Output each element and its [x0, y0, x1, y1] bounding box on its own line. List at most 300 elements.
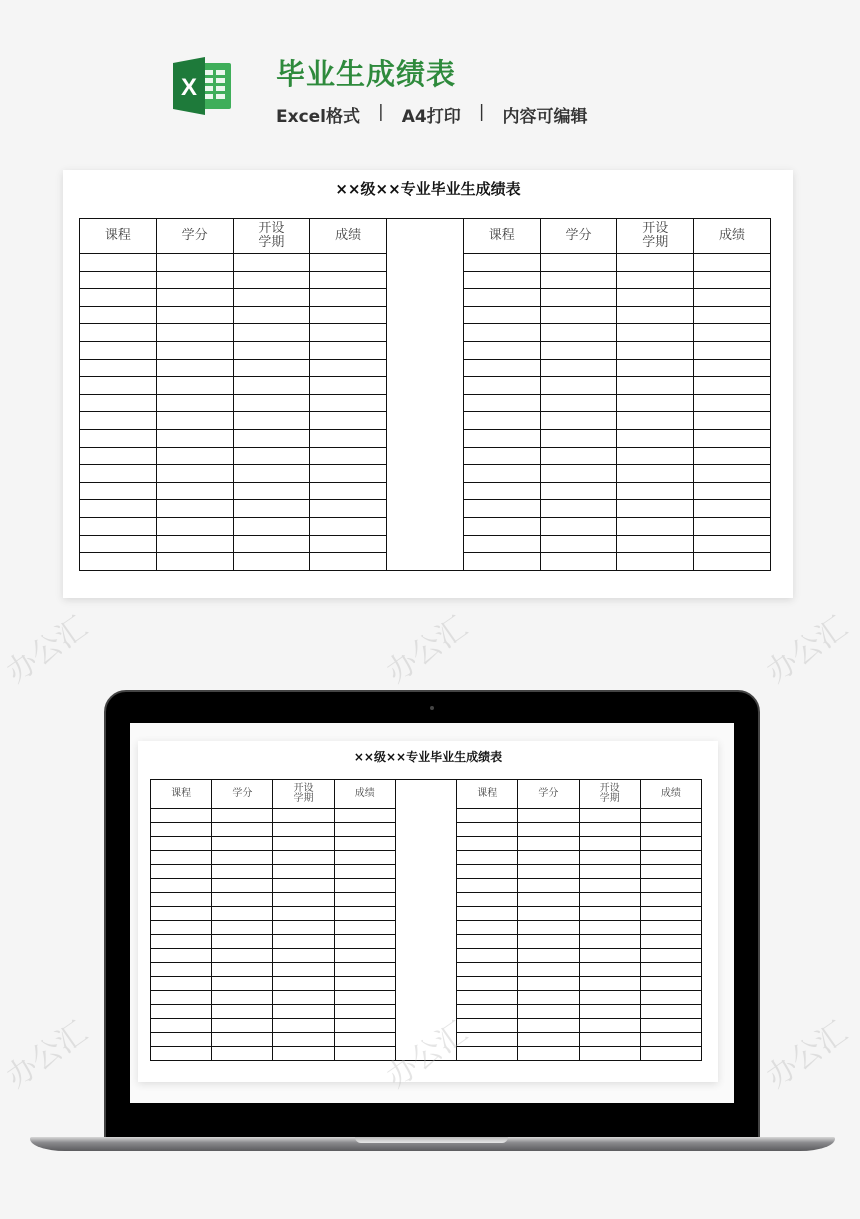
- table-cell[interactable]: [540, 500, 617, 518]
- table-cell[interactable]: [233, 500, 310, 518]
- table-cell[interactable]: [80, 482, 157, 500]
- table-cell[interactable]: [273, 1005, 334, 1019]
- table-cell[interactable]: [579, 879, 640, 893]
- table-cell[interactable]: [640, 1005, 701, 1019]
- table-cell[interactable]: [463, 324, 540, 342]
- table-cell[interactable]: [457, 991, 518, 1005]
- column-header: 学分: [156, 219, 233, 254]
- table-cell[interactable]: [617, 412, 694, 430]
- table-cell[interactable]: [579, 1033, 640, 1047]
- excel-logo-icon: [171, 55, 233, 117]
- table-cell[interactable]: [694, 535, 771, 553]
- table-cell[interactable]: [80, 289, 157, 307]
- table-cell[interactable]: [518, 949, 579, 963]
- table-cell[interactable]: [80, 324, 157, 342]
- table-cell[interactable]: [640, 893, 701, 907]
- column-header: 成绩: [310, 219, 387, 254]
- table-cell[interactable]: [212, 977, 273, 991]
- table-cell[interactable]: [579, 921, 640, 935]
- table-cell[interactable]: [233, 429, 310, 447]
- table-cell[interactable]: [310, 394, 387, 412]
- table-cell[interactable]: [617, 482, 694, 500]
- table-cell[interactable]: [151, 1033, 212, 1047]
- table-cell[interactable]: [457, 809, 518, 823]
- table-cell[interactable]: [273, 921, 334, 935]
- table-cell[interactable]: [579, 1047, 640, 1061]
- table-cell[interactable]: [694, 289, 771, 307]
- table-cell[interactable]: [334, 935, 395, 949]
- table-cell[interactable]: [273, 1033, 334, 1047]
- table-cell[interactable]: [694, 412, 771, 430]
- table-cell[interactable]: [310, 412, 387, 430]
- table-cell[interactable]: [310, 429, 387, 447]
- table-cell[interactable]: [457, 865, 518, 879]
- table-cell[interactable]: [579, 935, 640, 949]
- table-cell[interactable]: [233, 535, 310, 553]
- table-cell[interactable]: [457, 949, 518, 963]
- table-cell[interactable]: [640, 1047, 701, 1061]
- table-cell[interactable]: [233, 271, 310, 289]
- table-cell[interactable]: [212, 823, 273, 837]
- table-cell[interactable]: [457, 907, 518, 921]
- column-header: 开设 学期: [233, 219, 310, 254]
- table-cell[interactable]: [540, 412, 617, 430]
- table-cell[interactable]: [151, 879, 212, 893]
- table-cell[interactable]: [540, 465, 617, 483]
- table-cell[interactable]: [310, 359, 387, 377]
- table-cell[interactable]: [273, 893, 334, 907]
- table-cell[interactable]: [310, 271, 387, 289]
- table-cell[interactable]: [156, 553, 233, 571]
- table-cell[interactable]: [310, 324, 387, 342]
- separator: |: [478, 102, 485, 122]
- table-cell[interactable]: [233, 517, 310, 535]
- table-cell[interactable]: [212, 935, 273, 949]
- table-cell[interactable]: [640, 1019, 701, 1033]
- table-cell[interactable]: [334, 963, 395, 977]
- table-cell[interactable]: [463, 271, 540, 289]
- table-cell[interactable]: [518, 851, 579, 865]
- table-cell[interactable]: [640, 949, 701, 963]
- table-cell[interactable]: [518, 1047, 579, 1061]
- table-cell[interactable]: [540, 517, 617, 535]
- table-cell[interactable]: [694, 482, 771, 500]
- table-cell[interactable]: [540, 447, 617, 465]
- table-cell[interactable]: [80, 341, 157, 359]
- table-cell[interactable]: [156, 289, 233, 307]
- table-cell[interactable]: [212, 963, 273, 977]
- table-cell[interactable]: [156, 412, 233, 430]
- table-cell[interactable]: [233, 324, 310, 342]
- table-cell[interactable]: [640, 977, 701, 991]
- table-cell[interactable]: [457, 823, 518, 837]
- table-cell[interactable]: [694, 394, 771, 412]
- table-cell[interactable]: [151, 823, 212, 837]
- table-cell[interactable]: [640, 879, 701, 893]
- table-cell[interactable]: [518, 921, 579, 935]
- table-cell[interactable]: [233, 289, 310, 307]
- table-cell[interactable]: [310, 447, 387, 465]
- table-cell[interactable]: [518, 893, 579, 907]
- table-cell[interactable]: [334, 991, 395, 1005]
- table-cell[interactable]: [151, 977, 212, 991]
- table-cell[interactable]: [156, 465, 233, 483]
- table-cell[interactable]: [579, 837, 640, 851]
- table-cell[interactable]: [579, 949, 640, 963]
- table-cell[interactable]: [463, 500, 540, 518]
- table-cell[interactable]: [518, 837, 579, 851]
- table-cell[interactable]: [156, 271, 233, 289]
- table-cell[interactable]: [310, 553, 387, 571]
- table-cell[interactable]: [579, 1005, 640, 1019]
- table-cell[interactable]: [334, 1005, 395, 1019]
- table-cell[interactable]: [334, 879, 395, 893]
- table-cell[interactable]: [273, 851, 334, 865]
- table-cell[interactable]: [156, 324, 233, 342]
- table-cell[interactable]: [273, 935, 334, 949]
- table-cell[interactable]: [80, 359, 157, 377]
- table-cell[interactable]: [579, 865, 640, 879]
- table-cell[interactable]: [463, 429, 540, 447]
- table-cell[interactable]: [540, 254, 617, 272]
- table-cell[interactable]: [694, 359, 771, 377]
- table-cell[interactable]: [518, 907, 579, 921]
- table-cell[interactable]: [518, 879, 579, 893]
- table-cell[interactable]: [151, 921, 212, 935]
- table-cell[interactable]: [579, 991, 640, 1005]
- table-cell[interactable]: [640, 1033, 701, 1047]
- sheet-title: ××级××专业毕业生成绩表: [353, 750, 503, 764]
- table-cell[interactable]: [80, 306, 157, 324]
- table-cell[interactable]: [310, 254, 387, 272]
- table-cell[interactable]: [334, 837, 395, 851]
- table-cell[interactable]: [233, 412, 310, 430]
- table-cell[interactable]: [273, 949, 334, 963]
- table-cell[interactable]: [212, 1033, 273, 1047]
- table-cell[interactable]: [463, 254, 540, 272]
- table-cell[interactable]: [156, 306, 233, 324]
- table-cell[interactable]: [151, 865, 212, 879]
- table-cell[interactable]: [156, 394, 233, 412]
- table-cell[interactable]: [518, 935, 579, 949]
- table-cell[interactable]: [463, 465, 540, 483]
- table-cell[interactable]: [212, 991, 273, 1005]
- table-cell[interactable]: [273, 809, 334, 823]
- table-cell[interactable]: [151, 935, 212, 949]
- table-cell[interactable]: [233, 553, 310, 571]
- table-cell[interactable]: [540, 271, 617, 289]
- table-cell[interactable]: [694, 429, 771, 447]
- table-cell[interactable]: [233, 254, 310, 272]
- table-cell[interactable]: [80, 429, 157, 447]
- table-cell[interactable]: [273, 1047, 334, 1061]
- table-cell[interactable]: [457, 893, 518, 907]
- table-cell[interactable]: [80, 535, 157, 553]
- table-cell[interactable]: [540, 535, 617, 553]
- table-cell[interactable]: [273, 837, 334, 851]
- table-cell[interactable]: [80, 517, 157, 535]
- svg-text:X: X: [180, 74, 198, 101]
- table-cell[interactable]: [156, 359, 233, 377]
- table-cell[interactable]: [617, 500, 694, 518]
- table-cell[interactable]: [694, 447, 771, 465]
- table-cell[interactable]: [518, 865, 579, 879]
- table-cell[interactable]: [579, 851, 640, 865]
- table-cell[interactable]: [156, 377, 233, 395]
- table-cell[interactable]: [579, 977, 640, 991]
- table-cell[interactable]: [579, 809, 640, 823]
- table-cell[interactable]: [617, 517, 694, 535]
- table-cell[interactable]: [151, 949, 212, 963]
- table-cell[interactable]: [463, 447, 540, 465]
- table-cell[interactable]: [540, 394, 617, 412]
- table-cell[interactable]: [334, 893, 395, 907]
- table-cell[interactable]: [457, 921, 518, 935]
- table-cell[interactable]: [212, 865, 273, 879]
- table-cell[interactable]: [617, 341, 694, 359]
- table-cell[interactable]: [80, 254, 157, 272]
- table-cell[interactable]: [151, 837, 212, 851]
- table-cell[interactable]: [540, 306, 617, 324]
- table-cell[interactable]: [212, 907, 273, 921]
- table-cell[interactable]: [273, 977, 334, 991]
- table-cell[interactable]: [156, 482, 233, 500]
- table-cell[interactable]: [463, 377, 540, 395]
- table-cell[interactable]: [694, 377, 771, 395]
- table-cell[interactable]: [156, 341, 233, 359]
- grades-table: [79, 218, 771, 571]
- table-cell[interactable]: [540, 377, 617, 395]
- table-cell[interactable]: [617, 324, 694, 342]
- table-cell[interactable]: [156, 500, 233, 518]
- table-cell[interactable]: [80, 500, 157, 518]
- table-cell[interactable]: [273, 963, 334, 977]
- table-cell[interactable]: [310, 500, 387, 518]
- table-cell[interactable]: [518, 1033, 579, 1047]
- table-cell[interactable]: [212, 879, 273, 893]
- table-cell[interactable]: [463, 517, 540, 535]
- table-cell[interactable]: [80, 412, 157, 430]
- table-cell[interactable]: [540, 324, 617, 342]
- table-cell[interactable]: [273, 823, 334, 837]
- table-cell[interactable]: [463, 412, 540, 430]
- table-cell[interactable]: [518, 977, 579, 991]
- table-cell[interactable]: [463, 289, 540, 307]
- table-cell[interactable]: [579, 893, 640, 907]
- table-cell[interactable]: [540, 359, 617, 377]
- watermark: 办公汇: [380, 1014, 474, 1096]
- table-cell[interactable]: [617, 535, 694, 553]
- table-cell[interactable]: [334, 921, 395, 935]
- table-cell[interactable]: [518, 963, 579, 977]
- table-cell[interactable]: [334, 809, 395, 823]
- table-cell[interactable]: [151, 1005, 212, 1019]
- table-cell[interactable]: [463, 553, 540, 571]
- table-cell[interactable]: [457, 1019, 518, 1033]
- table-cell[interactable]: [463, 482, 540, 500]
- table-cell[interactable]: [334, 1033, 395, 1047]
- table-cell[interactable]: [273, 991, 334, 1005]
- table-cell[interactable]: [273, 1019, 334, 1033]
- watermark: 办公汇: [760, 609, 854, 691]
- table-cell[interactable]: [273, 865, 334, 879]
- table-cell[interactable]: [334, 851, 395, 865]
- table-cell[interactable]: [151, 893, 212, 907]
- table-cell[interactable]: [518, 1019, 579, 1033]
- table-cell[interactable]: [457, 935, 518, 949]
- table-cell[interactable]: [617, 271, 694, 289]
- table-cell[interactable]: [80, 377, 157, 395]
- table-cell[interactable]: [273, 879, 334, 893]
- table-cell[interactable]: [156, 517, 233, 535]
- table-cell[interactable]: [579, 823, 640, 837]
- tag-print: A4打印: [401, 107, 461, 127]
- table-cell[interactable]: [540, 482, 617, 500]
- table-cell[interactable]: [694, 341, 771, 359]
- table-cell[interactable]: [310, 517, 387, 535]
- table-cell[interactable]: [151, 1047, 212, 1061]
- table-cell[interactable]: [310, 482, 387, 500]
- table-cell[interactable]: [640, 921, 701, 935]
- table-cell[interactable]: [233, 482, 310, 500]
- table-cell[interactable]: [151, 963, 212, 977]
- table-cell[interactable]: [334, 907, 395, 921]
- table-cell[interactable]: [540, 429, 617, 447]
- table-cell[interactable]: [233, 465, 310, 483]
- table-cell[interactable]: [617, 429, 694, 447]
- table-cell[interactable]: [80, 394, 157, 412]
- table-cell[interactable]: [212, 851, 273, 865]
- table-cell[interactable]: [80, 447, 157, 465]
- table-cell[interactable]: [80, 553, 157, 571]
- table-cell[interactable]: [617, 553, 694, 571]
- table-cell[interactable]: [463, 394, 540, 412]
- table-cell[interactable]: [80, 465, 157, 483]
- table-cell[interactable]: [540, 341, 617, 359]
- table-cell[interactable]: [694, 271, 771, 289]
- table-cell[interactable]: [310, 289, 387, 307]
- table-cell[interactable]: [310, 377, 387, 395]
- table-cell[interactable]: [640, 991, 701, 1005]
- watermark: 办公汇: [760, 1014, 854, 1096]
- table-cell[interactable]: [640, 837, 701, 851]
- table-cell[interactable]: [457, 879, 518, 893]
- table-cell[interactable]: [640, 823, 701, 837]
- table-cell[interactable]: [640, 963, 701, 977]
- table-cell[interactable]: [334, 949, 395, 963]
- table-cell[interactable]: [151, 907, 212, 921]
- table-cell[interactable]: [212, 949, 273, 963]
- table-cell[interactable]: [518, 1005, 579, 1019]
- table-cell[interactable]: [617, 377, 694, 395]
- table-cell[interactable]: [463, 359, 540, 377]
- table-cell[interactable]: [156, 429, 233, 447]
- table-cell[interactable]: [463, 306, 540, 324]
- table-cell[interactable]: [334, 865, 395, 879]
- table-cell[interactable]: [694, 254, 771, 272]
- table-cell[interactable]: [156, 535, 233, 553]
- table-cell[interactable]: [212, 809, 273, 823]
- table-cell[interactable]: [640, 935, 701, 949]
- table-cell[interactable]: [212, 1005, 273, 1019]
- table-cell[interactable]: [310, 465, 387, 483]
- table-cell[interactable]: [80, 271, 157, 289]
- table-cell[interactable]: [273, 907, 334, 921]
- table-cell[interactable]: [617, 289, 694, 307]
- table-cell[interactable]: [640, 809, 701, 823]
- table-cell[interactable]: [617, 254, 694, 272]
- table-cell[interactable]: [212, 921, 273, 935]
- table-cell[interactable]: [518, 823, 579, 837]
- table-cell[interactable]: [694, 306, 771, 324]
- table-cell[interactable]: [617, 465, 694, 483]
- table-cell[interactable]: [156, 447, 233, 465]
- table-cell[interactable]: [457, 837, 518, 851]
- table-cell[interactable]: [151, 809, 212, 823]
- table-cell[interactable]: [212, 893, 273, 907]
- table-cell[interactable]: [212, 1047, 273, 1061]
- table-cell[interactable]: [640, 865, 701, 879]
- table-cell[interactable]: [457, 963, 518, 977]
- table-cell[interactable]: [233, 447, 310, 465]
- table-cell[interactable]: [579, 907, 640, 921]
- table-cell[interactable]: [233, 341, 310, 359]
- table-cell[interactable]: [694, 553, 771, 571]
- table-cell[interactable]: [156, 254, 233, 272]
- table-cell[interactable]: [579, 1019, 640, 1033]
- table-cell[interactable]: [334, 823, 395, 837]
- table-cell[interactable]: [640, 851, 701, 865]
- table-cell[interactable]: [310, 535, 387, 553]
- table-cell[interactable]: [151, 991, 212, 1005]
- table-cell[interactable]: [617, 359, 694, 377]
- table-cell[interactable]: [457, 977, 518, 991]
- table-cell[interactable]: [640, 907, 701, 921]
- table-cell[interactable]: [694, 465, 771, 483]
- table-cell[interactable]: [694, 500, 771, 518]
- table-cell[interactable]: [151, 1019, 212, 1033]
- watermark: 办公汇: [0, 609, 94, 691]
- column-header: 课程: [80, 219, 157, 254]
- table-cell[interactable]: [518, 991, 579, 1005]
- table-cell[interactable]: [457, 851, 518, 865]
- table-cell[interactable]: [540, 553, 617, 571]
- table-cell[interactable]: [518, 809, 579, 823]
- table-cell[interactable]: [617, 394, 694, 412]
- table-cell[interactable]: [334, 1019, 395, 1033]
- table-cell[interactable]: [579, 963, 640, 977]
- table-cell[interactable]: [334, 977, 395, 991]
- table-cell[interactable]: [212, 837, 273, 851]
- table-cell[interactable]: [151, 851, 212, 865]
- table-cell[interactable]: [233, 377, 310, 395]
- sheet-title: ××级××专业毕业生成绩表: [335, 180, 521, 198]
- table-cell[interactable]: [310, 341, 387, 359]
- table-cell[interactable]: [694, 517, 771, 535]
- table-cell[interactable]: [233, 306, 310, 324]
- table-cell[interactable]: [617, 306, 694, 324]
- table-cell[interactable]: [617, 447, 694, 465]
- table-cell[interactable]: [233, 394, 310, 412]
- table-cell[interactable]: [463, 535, 540, 553]
- table-cell[interactable]: [310, 306, 387, 324]
- table-cell[interactable]: [540, 289, 617, 307]
- table-cell[interactable]: [233, 359, 310, 377]
- table-cell[interactable]: [694, 324, 771, 342]
- table-cell[interactable]: [212, 1019, 273, 1033]
- table-cell[interactable]: [463, 341, 540, 359]
- table-cell[interactable]: [457, 1005, 518, 1019]
